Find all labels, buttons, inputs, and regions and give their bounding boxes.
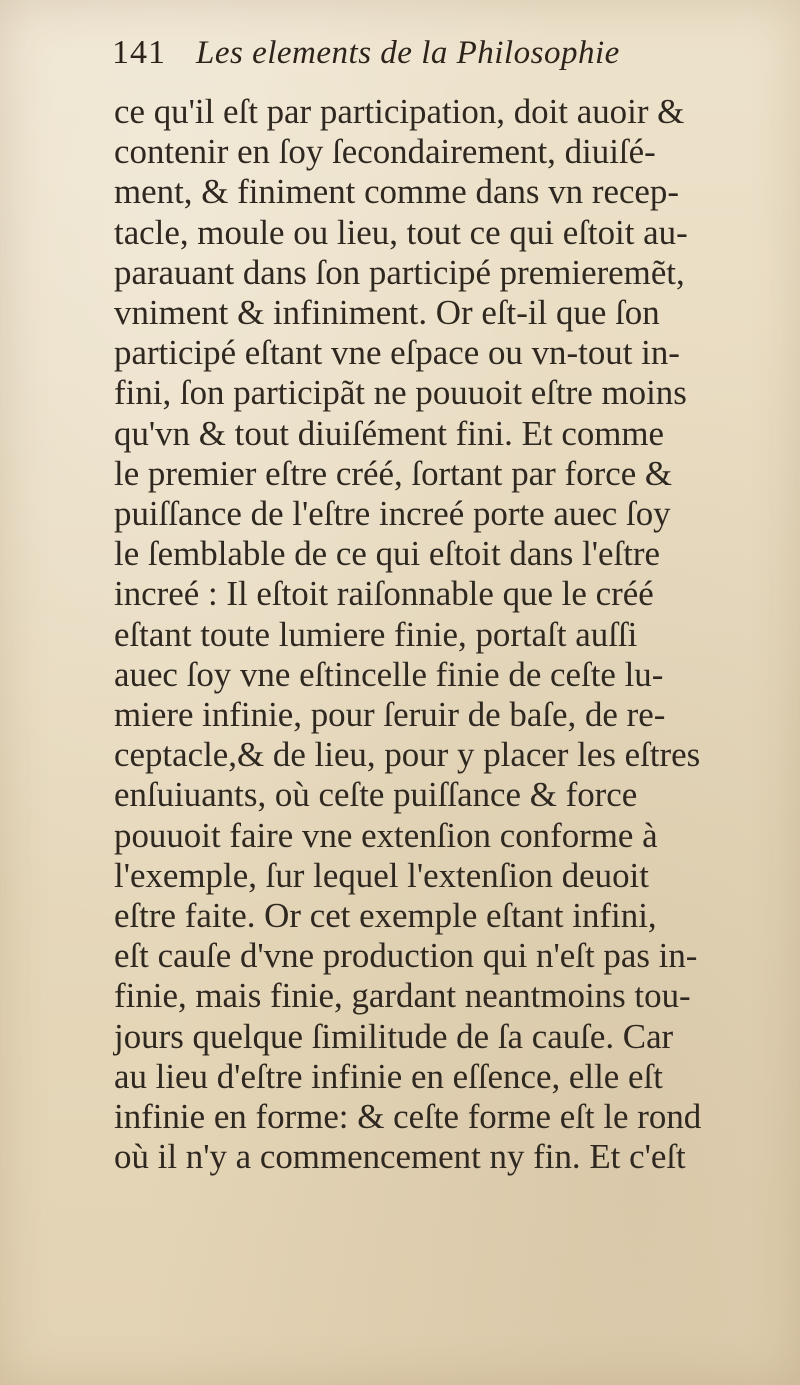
- text-line: finie, mais finie, gardant neantmoins tou-: [114, 976, 691, 1016]
- text-line: puiſſance de l'eſtre increé porte auec ſoy: [114, 494, 671, 534]
- text-line: infinie en forme: & ceſte forme eſt le rond: [114, 1097, 702, 1137]
- text-line: fini, ſon participãt ne pouuoit eſtre moins: [114, 373, 687, 413]
- text-line: l'exemple, ſur lequel l'extenſion deuoit: [114, 855, 649, 895]
- text-line: ce qu'il eſt par participation, doit auoir &: [114, 92, 685, 131]
- body-text: [114, 92, 800, 1177]
- text-line: eſtant toute lumiere finie, portaſt auſſi: [114, 614, 638, 654]
- text-line: au lieu d'eſtre infinie en eſſence, elle eſt: [114, 1056, 663, 1096]
- page-header: [112, 34, 620, 82]
- text-line: contenir en ſoy ſecondairement, diuiſé-: [114, 132, 656, 172]
- text-line: eſt cauſe d'vne production qui n'eſt pas in-: [114, 936, 698, 976]
- text-line: le premier eſtre créé, ſortant par force &: [114, 453, 673, 493]
- page-number: 141: [112, 34, 166, 71]
- text-line: pouuoit faire vne extenſion conforme à: [114, 815, 658, 855]
- text-line: participé eſtant vne eſpace ou vn-tout in-: [114, 333, 680, 373]
- running-head: Les elements de la Philosophie: [196, 35, 620, 71]
- text-line: ceptacle,& de lieu, pour y placer les eſtres: [114, 735, 701, 775]
- text-line: increé : Il eſtoit raiſonnable que le créé: [114, 574, 654, 614]
- text-line: le ſemblable de ce qui eſtoit dans l'eſtre: [114, 534, 661, 574]
- text-line: qu'vn & tout diuiſément fini. Et comme: [114, 413, 665, 453]
- text-line: enſuiuants, où ceſte puiſſance & force: [114, 775, 638, 815]
- text-line: tacle, moule ou lieu, tout ce qui eſtoit au-: [114, 212, 688, 252]
- text-line: où il n'y a commencement ny fin. Et c'eſt: [114, 1137, 686, 1177]
- text-line: jours quelque ſimilitude de ſa cauſe. Car: [114, 1016, 674, 1056]
- text-line: auec ſoy vne eſtincelle finie de ceſte lu-: [114, 654, 664, 694]
- text-line: parauant dans ſon participé premieremẽt,: [114, 252, 685, 292]
- text-line: vniment & infiniment. Or eſt-il que ſon: [114, 293, 660, 333]
- text-line: ment, & finiment comme dans vn recep-: [114, 172, 679, 212]
- text-line: miere infinie, pour ſeruir de baſe, de re-: [114, 695, 666, 735]
- text-line: eſtre faite. Or cet exemple eſtant infini,: [114, 896, 657, 936]
